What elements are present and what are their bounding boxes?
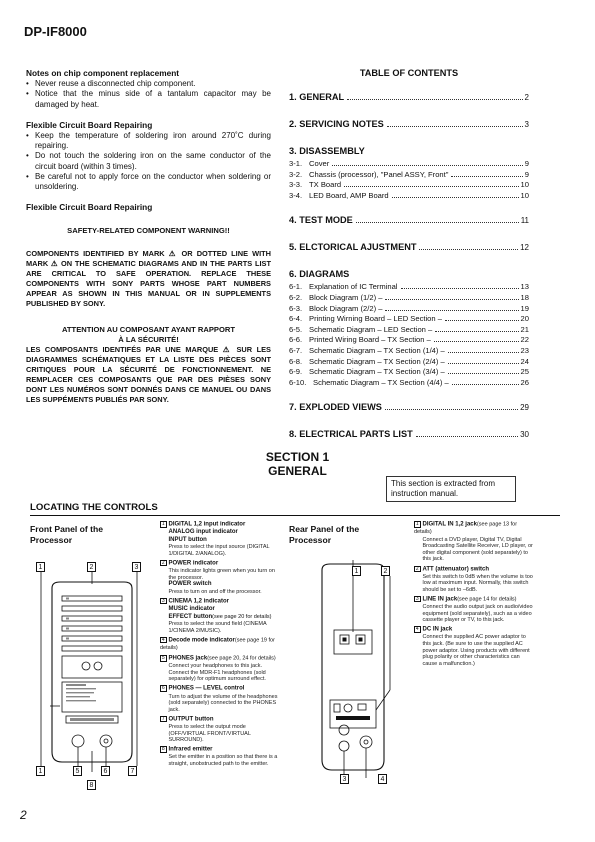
item-number: 6	[161, 685, 165, 692]
front-callout: 1	[36, 766, 45, 776]
chip-notes-title: Notes on chip component replacement	[26, 68, 180, 78]
leader-dots	[387, 126, 523, 127]
toc-subentry-page: 13	[520, 282, 529, 292]
control-item	[160, 716, 278, 744]
front-callout: 7	[128, 766, 137, 776]
control-item	[414, 566, 534, 594]
toc-subentry-title: LED Board, AMP Board	[309, 190, 389, 200]
control-item	[160, 560, 278, 595]
see-page-note: (see page 20, 24 for details)	[207, 655, 276, 662]
french-warning-body: LES COMPOSANTS IDENTIFÉS PAR UNE MARQUE ⚠ SUR LES DIAGRAMMES SCHÉMATIQUES ET LA LISTE DES PIÈCES SONT CRITIQUES POUR LA SÉCURITÉ DE FONCTIONNEMENT. NE REMPLACER CES COMPOSANTS QUE PAR DES PIÈSES SONY DONT LES NUMÉROS SONT DONNÉS DANS CE MANUEL OU DANS LES SUPPÉMENTS PUBLIÉS PAR SONY.	[26, 344, 271, 404]
toc-entry-title: 7. EXPLODED VIEWS	[289, 402, 382, 413]
leader-dots	[445, 320, 519, 321]
front-panel-descriptions	[160, 521, 278, 770]
item-number: 4	[161, 636, 165, 643]
notes-column	[26, 68, 271, 405]
toc-title: TABLE OF CONTENTS	[359, 68, 459, 78]
leader-dots	[435, 331, 518, 332]
toc-num: 6-7.	[289, 345, 303, 355]
page-number: 2	[20, 808, 27, 822]
toc-subentry-page: 10	[520, 180, 529, 190]
leader-dots	[448, 352, 519, 353]
table-of-contents	[289, 68, 529, 456]
toc-subentry-title: Schematic Diagram – TX Section (1/4) –	[309, 345, 445, 355]
control-item	[160, 655, 278, 683]
toc-entry-title: 4. TEST MODE	[289, 215, 353, 226]
leader-dots	[451, 176, 522, 177]
item-number: 8	[161, 746, 165, 753]
list-item: • Keep the temperature of soldering iron around 270˚C during repairing.	[26, 131, 271, 151]
control-description: Set the emitter in a position so that there is a straight, unobstructed path to the emitter.	[168, 754, 278, 767]
toc-num: 3-2.	[289, 169, 303, 179]
toc-subentry[interactable]	[289, 282, 529, 293]
toc-subentry-title: Schematic Diagram – TX Section (4/4) –	[313, 377, 449, 387]
chip-notes-list	[26, 79, 271, 110]
toc-entry-general[interactable]	[289, 92, 529, 102]
control-description: Press to turn on and off the processor.	[168, 588, 262, 595]
list-item: • Notice that the minus side of a tantalum capacitor may be damaged by heat.	[26, 89, 271, 109]
front-callout: 1	[36, 562, 45, 572]
toc-subentry-title: Cover	[309, 159, 330, 168]
rear-panel-illustration	[300, 560, 400, 790]
extract-note-box: This section is extracted from instruction manual.	[386, 476, 516, 502]
toc-subentry[interactable]	[289, 357, 529, 368]
control-label: INPUT button	[168, 536, 207, 543]
rear-panel-title: Rear Panel of the Processor	[289, 524, 360, 545]
safety-warning-title: SAFETY-RELATED COMPONENT WARNING!!	[67, 226, 230, 236]
toc-entry-exploded-views[interactable]	[289, 402, 529, 412]
see-page-note: (see page 14 for details)	[457, 596, 517, 603]
control-label: ATT (attenuator) switch	[422, 566, 490, 573]
toc-num: 6-10.	[289, 377, 307, 387]
rear-callout: 1	[352, 566, 361, 576]
list-item: • Never reuse a disconnected chip component.	[26, 79, 271, 89]
toc-entry-title: 2. SERVICING NOTES	[289, 119, 384, 129]
model-number: DP-IF8000	[24, 24, 87, 39]
toc-subentry[interactable]	[289, 180, 529, 191]
control-description: This indicator lights green when you turn on the processor.	[168, 568, 275, 581]
control-item	[160, 637, 278, 653]
leader-dots	[385, 299, 518, 300]
control-label: PHONES — LEVEL control	[168, 685, 245, 692]
control-description: Press to select the sound field (CINEMA 1/CINEMA 2/MUSIC).	[168, 621, 267, 634]
section-number: SECTION 1	[265, 450, 330, 464]
toc-subentry-page: 9	[524, 159, 529, 168]
toc-subentry-title: TX Board	[309, 180, 342, 190]
rear-callout: 4	[378, 774, 387, 784]
list-item: • Be careful not to apply force on the conductor when soldering or unsoldering.	[26, 172, 271, 192]
front-callout: 3	[132, 562, 141, 572]
toc-subentry[interactable]	[289, 191, 529, 202]
toc-entry-test-mode[interactable]	[289, 215, 529, 225]
control-label: EFFECT button	[168, 613, 213, 620]
control-label: OUTPUT button	[168, 716, 214, 723]
toc-subentry-title: Schematic Diagram – TX Section (3/4) –	[309, 367, 445, 377]
toc-subentry-page: 26	[520, 377, 529, 387]
toc-subentry[interactable]	[289, 293, 529, 304]
control-description: Connect your headphones to this jack. Connect the MDR-F1 headphones (sold separately) for optimum surround effect.	[168, 663, 266, 683]
control-label: Decode mode indicator	[168, 637, 235, 644]
flex-board-title: Flexible Circuit Board Repairing	[26, 119, 153, 130]
toc-num: 3-4.	[289, 190, 303, 200]
toc-subentry-page: 24	[520, 356, 529, 366]
toc-num: 6-1.	[289, 282, 303, 292]
toc-subentry-title: Explanation of IC Terminal	[309, 282, 398, 292]
divider	[30, 515, 560, 516]
leader-dots	[356, 222, 519, 223]
rear-callout: 3	[340, 774, 349, 784]
control-label: PHONES jack	[168, 655, 208, 662]
control-label: DIGITAL IN 1,2 jack	[422, 521, 477, 528]
toc-subentry[interactable]	[289, 304, 529, 315]
toc-subentry[interactable]	[289, 335, 529, 346]
toc-subentry-title: Block Diagram (2/2) –	[309, 303, 383, 313]
leader-dots	[434, 341, 519, 342]
control-item	[160, 521, 278, 557]
toc-subentry-page: 10	[520, 190, 529, 200]
toc-subentry-title: Schematic Diagram – LED Section –	[309, 324, 433, 334]
toc-num: 6-9.	[289, 367, 303, 377]
leader-dots	[448, 363, 519, 364]
toc-entry-servicing[interactable]	[289, 119, 529, 129]
front-callout: 8	[87, 780, 96, 790]
leader-dots	[448, 373, 519, 374]
french-warning-title-1: ATTENTION AU COMPOSANT AYANT RAPPORT	[62, 324, 235, 334]
item-number: 3	[161, 597, 165, 604]
toc-entry-title: 1. GENERAL	[289, 92, 345, 102]
toc-group-disassembly	[289, 146, 529, 201]
rear-panel-descriptions	[414, 521, 534, 670]
toc-subentry[interactable]	[289, 346, 529, 357]
toc-subentry-title: Chassis (processor), "Panel ASSY, Front"	[309, 169, 449, 179]
rear-callout: 2	[381, 566, 390, 576]
toc-subentry-page: 25	[520, 367, 529, 377]
front-callout: 5	[73, 766, 82, 776]
control-label: POWER indicator	[168, 560, 219, 567]
toc-subentry-page: 19	[520, 303, 529, 313]
locating-controls-title: LOCATING THE CONTROLS	[30, 502, 158, 513]
leader-dots	[401, 288, 519, 289]
control-item	[414, 596, 534, 624]
toc-num: 3-3.	[289, 180, 303, 190]
toc-num: 3-1.	[289, 159, 303, 168]
toc-subentry[interactable]	[289, 159, 529, 170]
toc-num: 6-5.	[289, 324, 303, 334]
item-number: 5	[161, 655, 165, 662]
front-callout: 6	[101, 766, 110, 776]
control-label: LINE IN jack	[422, 596, 458, 603]
toc-subentry-page: 21	[520, 324, 529, 334]
toc-num: 6-8.	[289, 356, 303, 366]
control-description: Set this switch to 0dB when the volume is too low at maximum input. Normally, this switch should be set to –6dB.	[422, 573, 533, 593]
toc-subentry[interactable]	[289, 325, 529, 336]
toc-subentry[interactable]	[289, 314, 529, 325]
leader-dots	[385, 409, 518, 410]
toc-subentry[interactable]	[289, 170, 529, 181]
control-description: Connect the supplied AC power adaptor to this jack. (Be sure to use the supplied AC power adaptor. Using products with different plug polarity or other characteristics can cause a malfunction.)	[422, 634, 530, 667]
control-item	[414, 626, 534, 667]
toc-subentry-title: Block Diagram (1/2) –	[309, 292, 383, 302]
toc-subentry[interactable]	[289, 367, 529, 378]
control-item	[414, 521, 534, 563]
leader-dots	[416, 436, 518, 437]
toc-subentry-title: Printing Wirning Board – LED Section –	[309, 314, 442, 324]
toc-entry-page: 11	[520, 216, 529, 226]
control-item	[160, 746, 278, 767]
control-item	[160, 598, 278, 634]
toc-entry-page: 12	[520, 243, 529, 253]
flex-board-list	[26, 131, 271, 192]
flex-board-title-2: Flexible Circuit Board Repairing	[26, 202, 153, 213]
control-label: MUSIC indicator	[168, 606, 215, 613]
safety-warning-body: COMPONENTS IDENTIFIED BY MARK ⚠ OR DOTTED LINE WITH MARK ⚠ ON THE SCHEMATIC DIAGRAMS AND IN THE PARTS LIST ARE CRITICAL TO SAFE OPERATION. REPLACE THESE COMPONENTS WITH SONY PARTS WHOSE PART NUMBERS APPEAR AS SHOWN IN THIS MANUAL OR IN SUPPLEMENTS PUBLISHED BY SONY.	[26, 248, 271, 308]
toc-subentry-title: Schematic Diagram – TX Section (2/4) –	[309, 356, 445, 366]
leader-dots	[344, 186, 518, 187]
toc-subentry-title: Printed Wiring Board – TX Section –	[309, 335, 431, 345]
toc-entry-title: 8. ELECTRICAL PARTS LIST	[289, 429, 413, 440]
toc-num: 6-6.	[289, 335, 303, 345]
control-label: CINEMA 1,2 indicator	[168, 598, 229, 605]
toc-entry-page: 29	[520, 403, 529, 413]
toc-section-title: 6. DIAGRAMS	[289, 269, 350, 280]
leader-dots	[332, 165, 523, 166]
control-label: DIGITAL 1,2 input indicator	[168, 521, 246, 528]
control-description: Turn to adjust the volume of the headphones (sold separately) connected to the PHONES jack.	[168, 693, 278, 713]
toc-entry-page: 2	[524, 93, 529, 102]
control-description: Press to select the input source (DIGITAL 1/DIGITAL 2/ANALOG).	[168, 544, 270, 557]
toc-group-diagrams	[289, 269, 529, 388]
item-number: 3	[415, 595, 419, 602]
toc-num: 6-2.	[289, 292, 303, 302]
toc-entry-title: 5. ELCTORICAL AJUSTMENT	[289, 242, 417, 253]
item-number: 7	[161, 715, 165, 722]
item-number: 4	[415, 626, 419, 633]
section-heading	[0, 450, 595, 478]
toc-subentry-page: 18	[520, 292, 529, 302]
toc-entry-page: 3	[524, 120, 529, 129]
control-description: Connect a DVD player, Digital TV, Digital Broadcasting Satellite Receiver, LD player, or other digital component (sold separately) to this jack.	[422, 536, 533, 563]
see-page-note: (see page 13 for details)	[414, 521, 518, 536]
leader-dots	[419, 249, 518, 250]
item-number: 2	[161, 559, 165, 566]
see-page-note: (see page 19 for details)	[160, 637, 275, 651]
front-callout: 2	[87, 562, 96, 572]
toc-subentry[interactable]	[289, 378, 529, 389]
toc-subentry-page: 9	[524, 169, 529, 179]
leader-dots	[452, 384, 519, 385]
control-label: Infrared emitter	[168, 746, 213, 753]
leader-dots	[385, 310, 518, 311]
control-label: DC IN jack	[422, 626, 453, 633]
control-item	[160, 685, 278, 713]
item-number: 2	[415, 565, 419, 572]
leader-dots	[347, 99, 522, 100]
item-number: 1	[415, 521, 419, 527]
toc-num: 6-4.	[289, 314, 303, 324]
section-title: GENERAL	[268, 464, 327, 478]
toc-entry-adjustment[interactable]	[289, 242, 529, 252]
toc-num: 6-3.	[289, 303, 303, 313]
front-panel-illustration	[30, 556, 152, 782]
list-item: • Do not touch the soldering iron on the same conductor of the circuit board (within 3 times).	[26, 151, 271, 171]
leader-dots	[392, 197, 519, 198]
toc-subentry-page: 22	[520, 335, 529, 345]
toc-section-title: 3. DISASSEMBLY	[289, 146, 365, 156]
toc-entry-page: 30	[520, 430, 529, 440]
toc-entry-parts-list[interactable]	[289, 429, 529, 439]
front-panel-title: Front Panel of the Processor	[30, 524, 104, 545]
control-description: Press to select the output mode (OFF/VIRTUAL FRONT/VIRTUAL SURROUND).	[168, 723, 251, 744]
toc-subentry-page: 20	[520, 314, 529, 324]
see-page-note: (see page 20 for details)	[212, 613, 272, 620]
control-label: ANALOG input indicator	[168, 529, 238, 536]
french-warning-title-2: À LA SÉCURITÉ!	[118, 334, 179, 344]
control-label: POWER switch	[168, 581, 212, 588]
toc-subentry-page: 23	[520, 345, 529, 355]
item-number: 1	[161, 521, 165, 527]
control-description: Connect the audio output jack on audio/video equipment (sold separately), such as a video cassette player or TV, to this jack.	[422, 604, 533, 624]
